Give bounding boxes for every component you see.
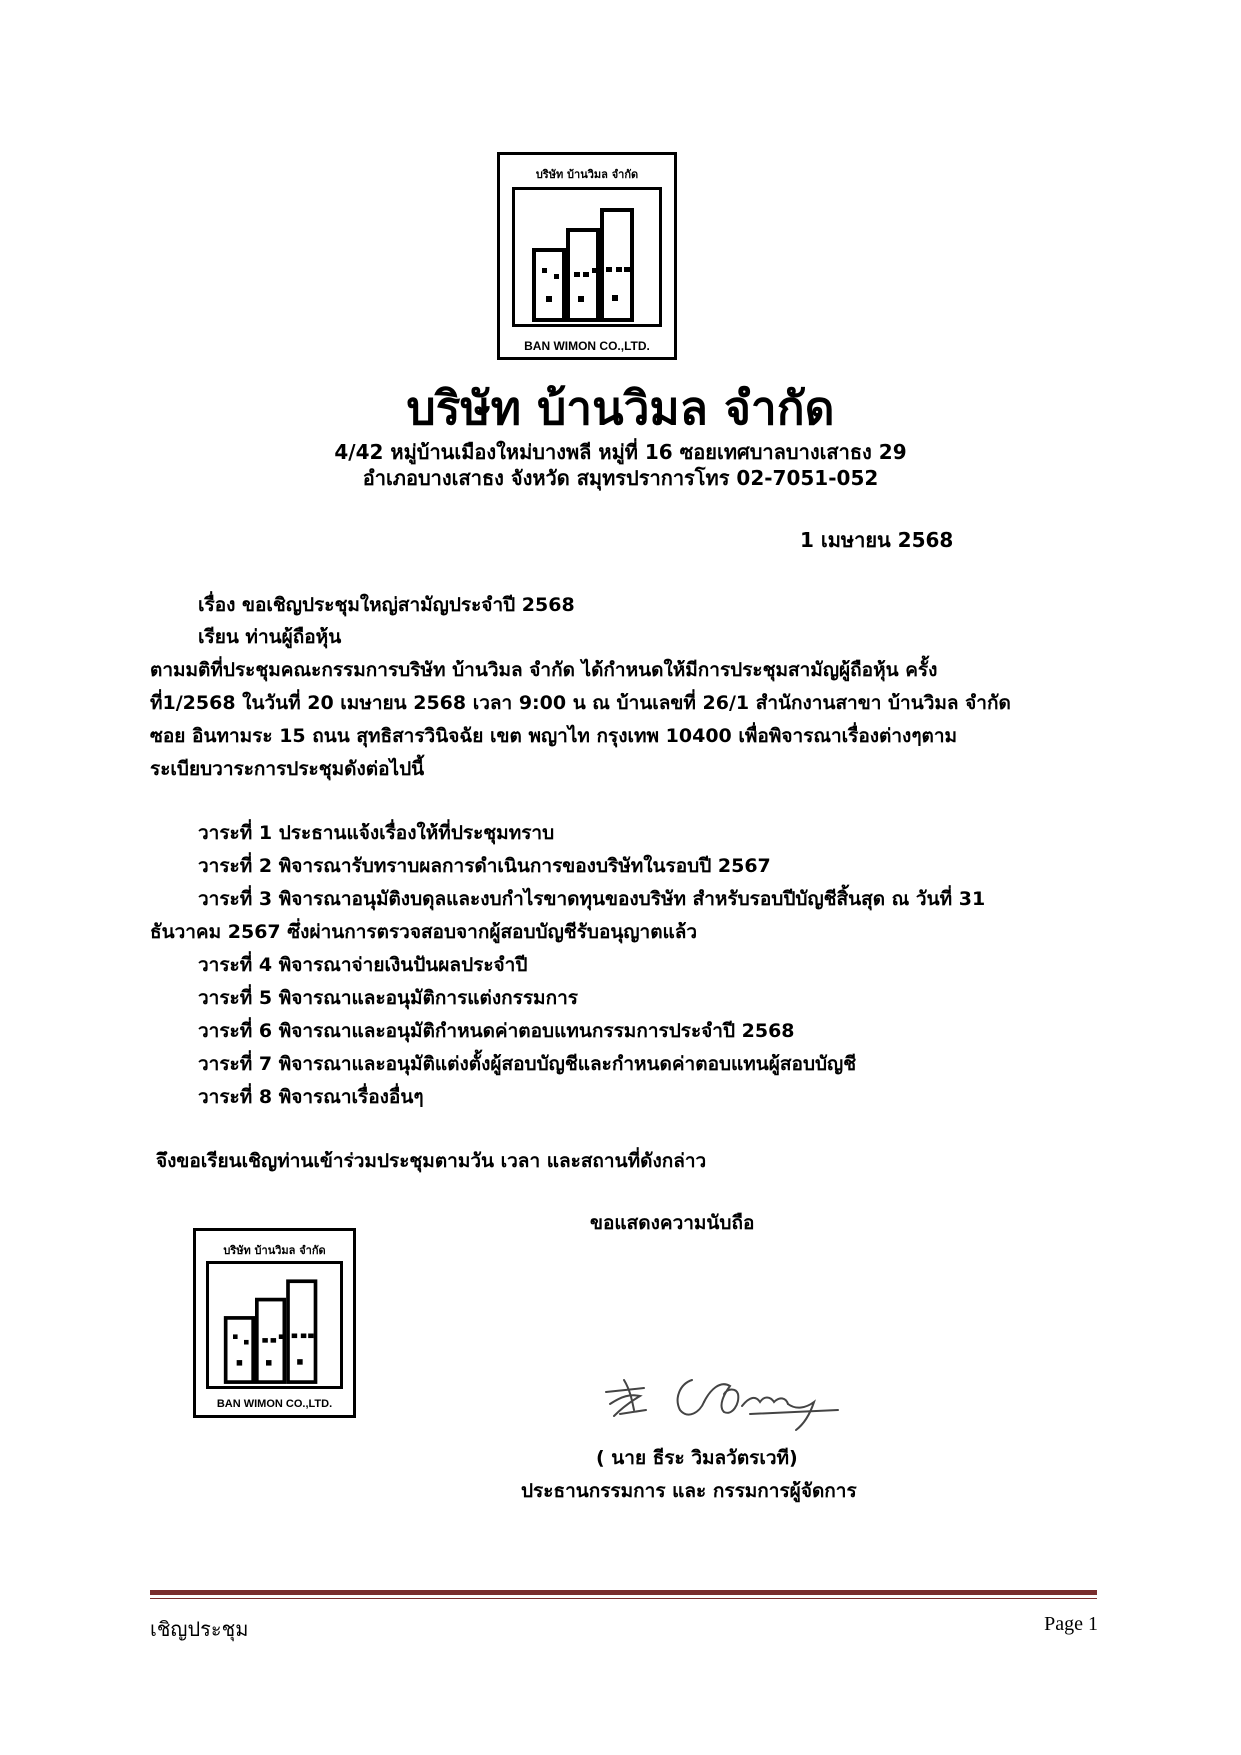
company-name: บริษัท บ้านวิมล จำกัด: [406, 381, 835, 435]
footer-rule: [150, 1590, 1097, 1595]
body-line: ระเบียบวาระการประชุมดังต่อไปนี้: [150, 758, 425, 780]
body-line: ซอย อินทามระ 15 ถนน สุทธิสารวินิจฉัย เขต พญาไท กรุงเทพ 10400 เพื่อพิจารณาเรื่องต่างๆตาม: [150, 725, 958, 747]
agenda-item-2: วาระที่ 2 พิจารณารับทราบผลการดำเนินการของบริษัทในรอบปี 2567: [198, 855, 771, 877]
signer-title: ประธานกรรมการ และ กรรมการผู้จัดการ: [521, 1480, 857, 1502]
agenda-item-3: วาระที่ 3 พิจารณาอนุมัติงบดุลและงบกำไรขาดทุนของบริษัท สำหรับรอบปีบัญชีสิ้นสุด ณ วันที่ 31: [198, 888, 986, 910]
logo-bottom-text: BAN WIMON CO.,LTD.: [216, 1398, 333, 1410]
buildings-icon: [530, 200, 650, 322]
body-line: ตามมติที่ประชุมคณะกรรมการบริษัท บ้านวิมล จำกัด ได้กำหนดให้มีการประชุมสามัญผู้ถือหุ้น ครั้ง: [150, 659, 938, 681]
agenda-item-3-continued: ธันวาคม 2567 ซึ่งผ่านการตรวจสอบจากผู้สอบบัญชีรับอนุญาตแล้ว: [150, 921, 698, 943]
footer-left: เชิญประชุม: [150, 1619, 249, 1641]
body-line: ที่1/2568 ในวันที่ 20 เมษายน 2568 เวลา 9:00 น ณ บ้านเลขที่ 26/1 สำนักงานสาขา บ้านวิมล จำกัด: [150, 692, 1011, 714]
signer-name: ( นาย ธีระ วิมลวัตรเวที): [596, 1447, 798, 1469]
company-logo-seal: [193, 1228, 356, 1418]
signature-icon: [600, 1350, 880, 1445]
subject-line: เรื่อง ขอเชิญประชุมใหญ่สามัญประจำปี 2568: [198, 594, 575, 616]
agenda-item-5: วาระที่ 5 พิจารณาและอนุมัติการแต่งกรรมการ: [198, 987, 578, 1009]
regards-line: ขอแสดงความนับถือ: [590, 1212, 755, 1234]
buildings-icon: [222, 1272, 332, 1384]
footer-rule-thin: [150, 1598, 1097, 1599]
agenda-item-1: วาระที่ 1 ประธานแจ้งเรื่องให้ที่ประชุมทราบ: [198, 822, 555, 844]
letter-date: 1 เมษายน 2568: [800, 528, 954, 552]
logo-top-text: บริษัท บ้านวิมล จำกัด: [535, 168, 639, 181]
agenda-item-4: วาระที่ 4 พิจารณาจ่ายเงินปันผลประจำปี: [198, 954, 528, 976]
address-line-1: 4/42 หมู่บ้านเมืองใหม่บางพลี หมู่ที่ 16 ซอยเทศบาลบางเสาธง 29: [334, 440, 907, 464]
agenda-item-7: วาระที่ 7 พิจารณาและอนุมัติแต่งตั้งผู้สอบบัญชีและกำหนดค่าตอบแทนผู้สอบบัญชี: [198, 1053, 857, 1075]
logo-top-text: บริษัท บ้านวิมล จำกัด: [223, 1244, 326, 1257]
logo-bottom-text: BAN WIMON CO.,LTD.: [524, 339, 650, 353]
closing-line: จึงขอเรียนเชิญท่านเข้าร่วมประชุมตามวัน เวลา และสถานที่ดังกล่าว: [156, 1150, 707, 1172]
agenda-item-8: วาระที่ 8 พิจารณาเรื่องอื่นๆ: [198, 1086, 424, 1108]
address-line-2: อำเภอบางเสาธง จังหวัด สมุทรปราการโทร 02-7051-052: [362, 466, 879, 490]
agenda-item-6: วาระที่ 6 พิจารณาและอนุมัติกำหนดค่าตอบแทนกรรมการประจำปี 2568: [198, 1020, 795, 1042]
company-logo-top: [497, 152, 677, 360]
recipient-line: เรียน ท่านผู้ถือหุ้น: [198, 626, 342, 648]
footer-page-number: Page 1: [1044, 1613, 1098, 1635]
